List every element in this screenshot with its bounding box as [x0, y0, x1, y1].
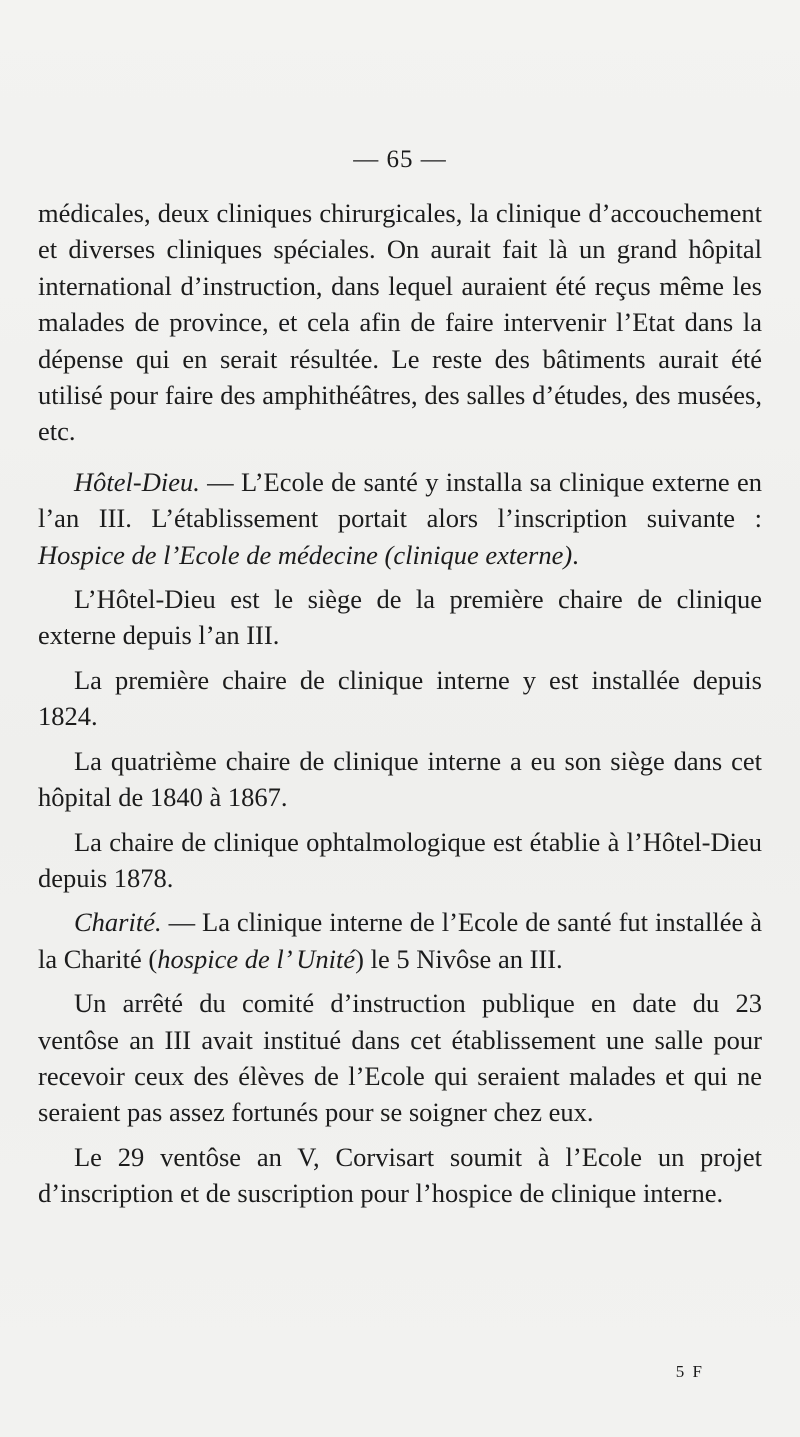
paragraph-charite — [38, 904, 762, 977]
paragraph-5: La quatrième chaire de clinique interne a eu son siège dans cet hôpital de 1840 à 1867. — [38, 745, 762, 813]
paragraph-2-end: . — [572, 539, 579, 570]
body-text — [38, 195, 762, 1212]
paragraph-3: L’Hôtel-Dieu est le siège de la première chaire de clinique externe depuis l’an III. — [38, 584, 762, 651]
paragraph-hotel-dieu — [38, 464, 762, 573]
paragraph-7-end: ) le 5 Nivôse an III. — [355, 943, 563, 974]
paragraph-2-text: — L’Ecole de santé y installa sa clinique externe en l’an III. L’établissement portait alors l’inscription suivante : — [38, 466, 762, 534]
page-number: — 65 — — [353, 146, 447, 173]
printer-signature-mark: 5 F — [675, 1362, 704, 1381]
hospice-unite-italic: hospice de l’ Unité — [157, 943, 356, 974]
paragraph-4: La première chaire de clinique interne y est installée depuis 1824. — [38, 664, 762, 732]
paragraph-7-text: — La clinique interne de l’Ecole de santé fut installée à la Charité ( — [38, 907, 762, 974]
paragraph-6: La chaire de clinique ophtalmologique est établie à l’Hôtel-Dieu depuis 1878. — [38, 826, 762, 893]
paragraph-8: Un arrêté du comité d’instruction publique en date du 23 ventôse an III avait institué dans cet établissement une salle pour recevoir ceux des élèves de l’Ecole qui seraient malades et qui ne seraient pas assez fortunés pour se soigner chez eux. — [38, 988, 762, 1128]
section-heading-hotel-dieu: Hôtel-Dieu. — [74, 466, 200, 497]
section-heading-charite: Charité. — [74, 907, 162, 938]
paragraph-1: médicales, deux cliniques chirurgicales, la clinique d’accouchement et diverses cliniques spéciales. On aurait fait là un grand hôpital international d’instruction, dans lequel auraient été reçus même les malades de province, et cela afin de faire intervenir l’Etat dans la dépense qui en serait résultée. Le reste des bâtiments aurait été utilisé pour faire des amphithéâtres, des salles d’études, des musées, etc. — [38, 198, 762, 447]
inscription-italic: Hospice de l’Ecole de médecine (clinique externe) — [38, 539, 573, 570]
paragraph-9: Le 29 ventôse an V, Corvisart soumit à l’Ecole un projet d’inscription et de suscription pour l’hospice de clinique interne. — [38, 1141, 762, 1209]
